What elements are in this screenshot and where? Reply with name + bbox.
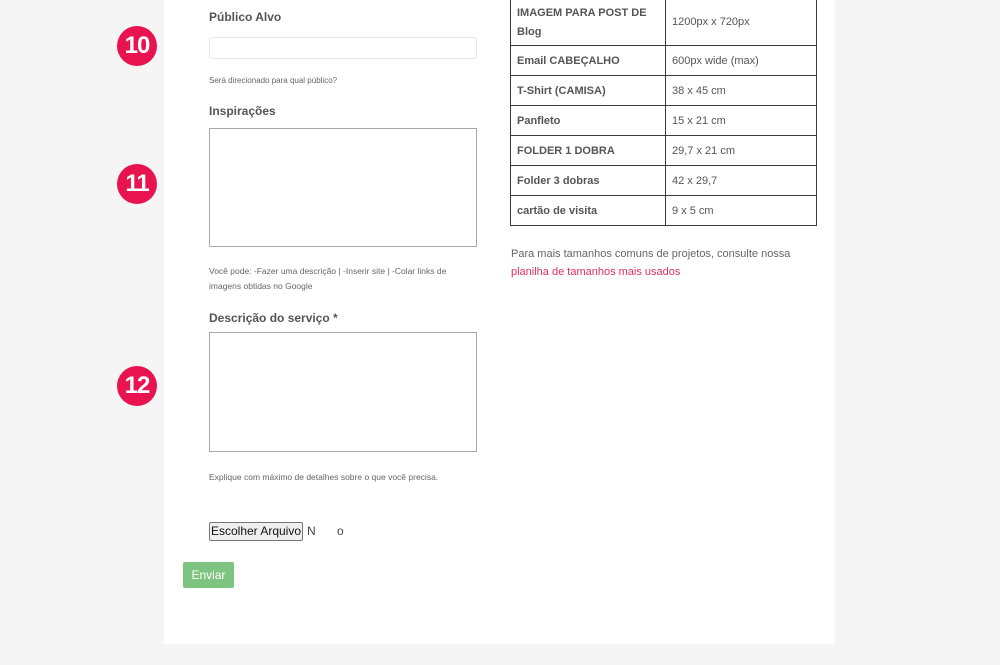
sizes-note (511, 245, 831, 281)
table-cell-size: 600px wide (max) (666, 46, 817, 76)
table-cell-item: Folder 3 dobras (511, 166, 666, 196)
table-cell-item: IMAGEM PARA POST DE Blog (511, 0, 666, 46)
table-row (511, 196, 817, 226)
publico-alvo-label: Público Alvo (209, 10, 282, 24)
sizes-spreadsheet-link[interactable]: planilha de tamanhos mais usados (511, 266, 681, 278)
table-cell-size: 42 x 29,7 (666, 166, 817, 196)
sizes-table (510, 0, 817, 226)
table-row (511, 106, 817, 136)
publico-alvo-help: Será direcionado para qual público? (209, 76, 338, 85)
step-10-badge: 10 (117, 26, 157, 66)
table-cell-item: cartão de visita (511, 196, 666, 226)
table-cell-item: T-Shirt (CAMISA) (511, 76, 666, 106)
descricao-servico-help: Explique com máximo de detalhes sobre o que você precisa. (209, 472, 439, 482)
inspiracoes-help: Você pode: -Fazer uma descrição | -Inserir site | -Colar links de imagens obtidas no Google (209, 266, 447, 291)
table-cell-item: FOLDER 1 DOBRA (511, 136, 666, 166)
table-row (511, 76, 817, 106)
table-cell-item: Email CABEÇALHO (511, 46, 666, 76)
file-status-text: N o (307, 524, 353, 538)
table-cell-size: 38 x 45 cm (666, 76, 817, 106)
table-row (511, 0, 817, 46)
table-row (511, 136, 817, 166)
choose-file-button[interactable]: Escolher Arquivo (209, 522, 303, 541)
inspiracoes-textarea[interactable] (209, 128, 477, 247)
table-cell-size: 29,7 x 21 cm (666, 136, 817, 166)
table-row (511, 46, 817, 76)
submit-button[interactable]: Enviar (183, 562, 234, 588)
table-cell-size: 15 x 21 cm (666, 106, 817, 136)
table-cell-item: Panfleto (511, 106, 666, 136)
table-cell-size: 1200px x 720px (666, 0, 817, 46)
publico-alvo-input[interactable] (209, 37, 477, 59)
sizes-note-text: Para mais tamanhos comuns de projetos, consulte nossa (511, 248, 791, 260)
step-12-badge: 12 (117, 366, 157, 406)
descricao-servico-textarea[interactable] (209, 332, 477, 452)
inspiracoes-label: Inspirações (209, 104, 276, 118)
descricao-servico-label: Descrição do serviço * (209, 311, 338, 325)
table-row (511, 166, 817, 196)
step-11-badge: 11 (117, 164, 157, 204)
table-cell-size: 9 x 5 cm (666, 196, 817, 226)
